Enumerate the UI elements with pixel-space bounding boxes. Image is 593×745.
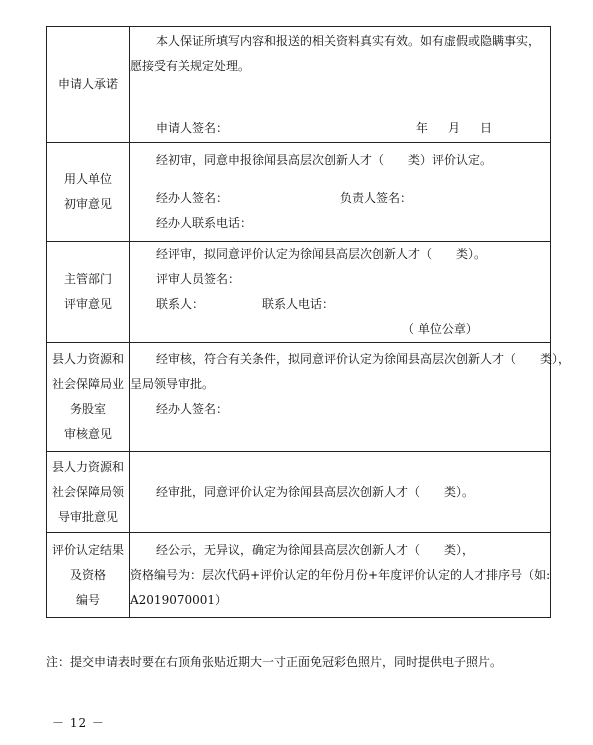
leader-approval-text: 经审批，同意评价认定为徐闻县高层次创新人才（ 类）。 (156, 484, 475, 499)
label-line: 审核意见 (63, 427, 112, 441)
label-line: 编号 (75, 592, 100, 607)
label-employer-review (47, 143, 130, 242)
handler-phone-label: 经办人联系电话： (156, 216, 253, 230)
result-text: 经公示，无异议，确定为徐闻县高层次创新人才（ 类）， (156, 542, 475, 557)
unit-seal-label: （ 单位公章） (402, 322, 478, 336)
label-line: 县人力资源和 (51, 459, 124, 474)
label-line: 及资格 (69, 567, 106, 582)
authority-review-text: 经评审，拟同意评价认定为徐闻县高层次创新人才（ 类）。 (156, 247, 487, 261)
cell-result-and-code (130, 533, 551, 618)
label-applicant-pledge (47, 27, 130, 143)
date-day: 日 (480, 120, 493, 135)
label-line: 社会保障局领 (51, 484, 124, 499)
label-line: 县人力资源和 (51, 352, 124, 366)
label-hr-department-review (47, 343, 130, 452)
page-number: － 12 － (52, 716, 105, 730)
label-line: 初审意见 (63, 197, 112, 211)
label-line: 主管部门 (63, 272, 112, 286)
label-line: 用人单位 (63, 172, 112, 186)
row-hr-leader-approval (47, 452, 551, 533)
label-line: 务股室 (69, 402, 106, 416)
employer-review-text: 经初审，同意申报徐闻县高层次创新人才（ 类）评价认定。 (156, 153, 493, 167)
date-month: 月 (448, 120, 461, 135)
cell-employer-review (130, 143, 551, 242)
label-result-and-code (47, 533, 130, 618)
label-line: 社会保障局业 (51, 377, 124, 391)
applicant-sign-label: 申请人签名： (156, 120, 229, 135)
contact-row (130, 292, 550, 317)
footnote: 注：提交申请表时要在右顶角张贴近期大一寸正面免冠彩色照片，同时提供电子照片。 (46, 655, 503, 669)
contact-label: 联系人： (156, 297, 205, 311)
hr-handler-sign-label: 经办人签名： (156, 402, 229, 416)
qualification-code-text: 资格编号为：层次代码+评价认定的年份月份+年度评价认定的人才排序号（如: (130, 567, 551, 582)
label-line: 导审批意见 (57, 509, 118, 524)
hr-review-text: 经审核，符合有关条件，拟同意评价认定为徐闻县高层次创新人才（ 类）， (156, 352, 571, 366)
manager-sign-label: 负责人签名： (340, 191, 413, 205)
label-text: 申请人承诺 (57, 77, 118, 91)
contact-phone-label: 联系人电话： (262, 297, 335, 311)
application-form-table (46, 26, 571, 618)
cell-applicant-pledge (130, 27, 551, 143)
qualification-code-example: A2019070001） (130, 592, 228, 607)
handler-sign-label: 经办人签名： (156, 191, 229, 205)
cell-authority-review (130, 242, 551, 343)
row-authority-review (47, 242, 551, 343)
label-line: 评价认定结果 (51, 542, 124, 557)
row-result-and-code (47, 533, 551, 618)
pledge-text: 本人保证所填写内容和报送的相关资料真实有效。如有虚假或隐瞒事实，愿接受有关规定处理。 (130, 33, 541, 73)
seal-row (130, 317, 550, 342)
applicant-sign-row (130, 116, 550, 141)
employer-sign-row (130, 186, 550, 211)
label-line: 评审意见 (63, 297, 112, 311)
label-hr-leader-approval (47, 452, 130, 533)
reviewer-sign-label: 评审人员签名： (156, 272, 241, 286)
cell-hr-leader-approval (130, 452, 551, 533)
row-applicant-pledge (47, 27, 551, 143)
label-authority-review (47, 242, 130, 343)
row-hr-department-review (47, 343, 551, 452)
date-year: 年 (416, 120, 429, 135)
cell-hr-department-review (130, 343, 571, 452)
row-employer-review (47, 143, 551, 242)
hr-review-text-cont: 呈局领导审批。 (130, 377, 215, 391)
